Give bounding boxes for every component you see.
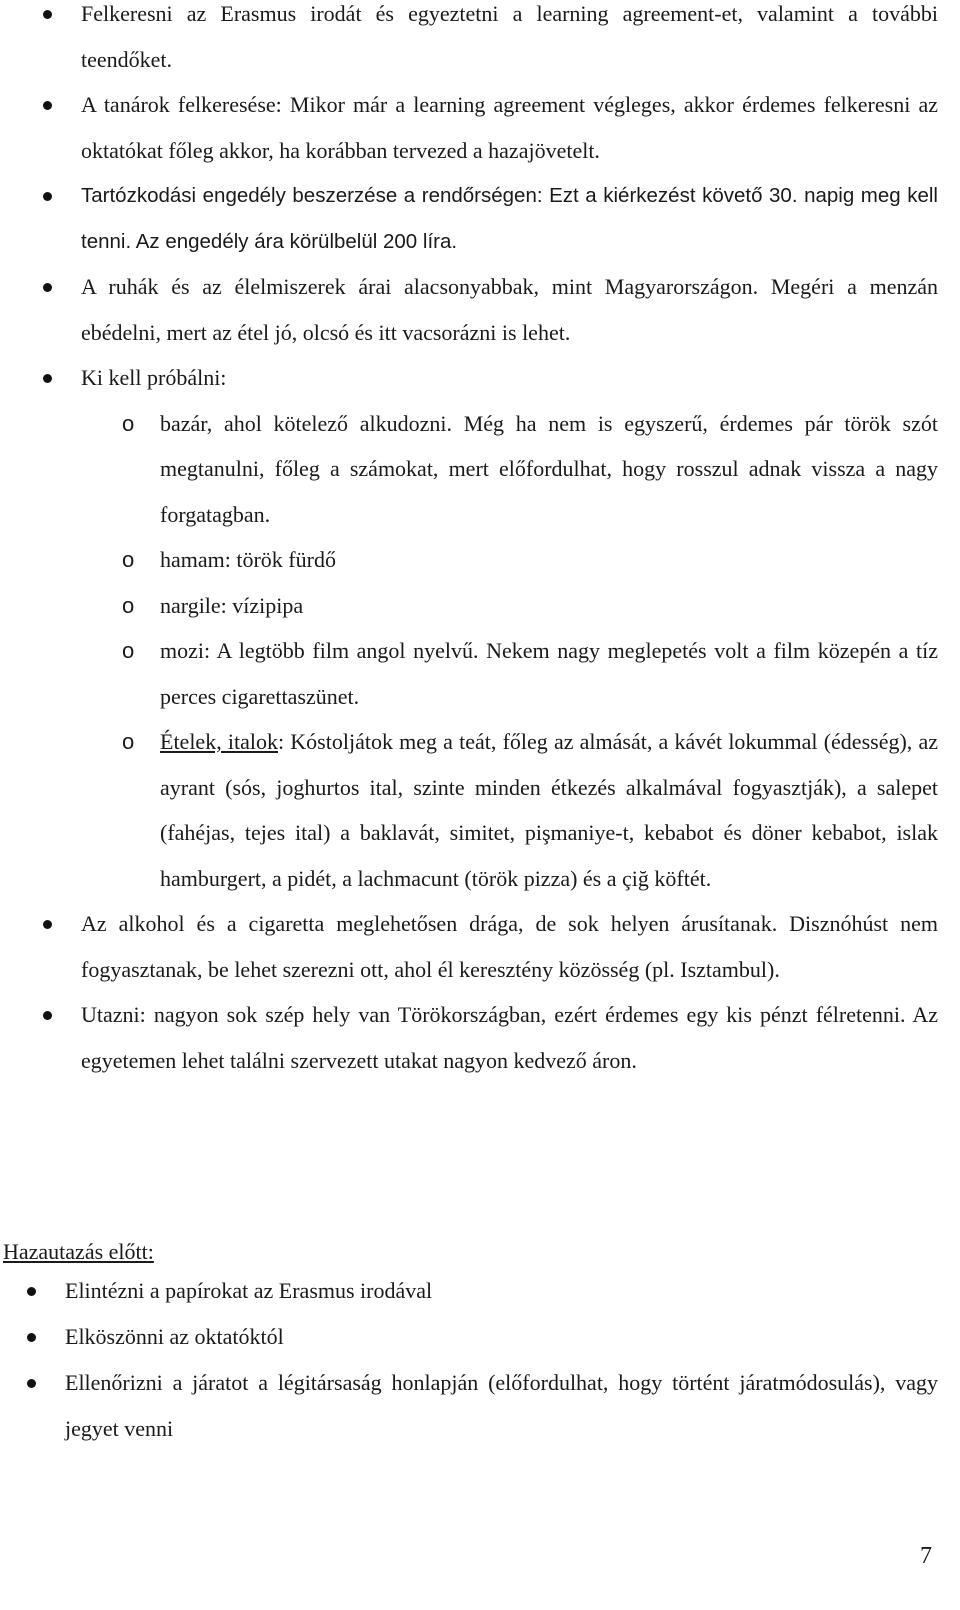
sub-list-item-text: nargile: vízipipa (160, 592, 304, 618)
bullet-icon (27, 1333, 36, 1342)
food-text: : Kóstoljátok meg a teát, főleg az almását, a kávét lokummal (édesség), az ayrant (sós, joghurtos ital, szinte minden étkezés alkalmával fogyasztják), a salepet (fahéjas, tejes ital) a baklavát, simitet, pişmaniye-t, kebabot és döner kebabot, islak hamburgert, a pidét, a lachmacunt (török pizza) és a çiğ köftét. (160, 729, 938, 891)
sub-list-item-text: hamam: török fürdő (160, 547, 336, 572)
list-item-text: A tanárok felkeresése: Mikor már a learning agreement végleges, akkor érdemes felkeresni az oktatókat főleg akkor, ha korábban tervezed a hazajövetelt. (81, 92, 938, 163)
list-item (0, 173, 960, 264)
bullet-icon (43, 283, 52, 292)
list-item-text: A ruhák és az élelmiszerek árai alacsonyabbak, mint Magyarországon. Megéri a menzán ebédelni, mert az étel jó, olcsó és itt vacsorázni is lehet. (81, 274, 938, 345)
list-item-text: Ki kell próbálni: (81, 365, 227, 390)
bullet-icon (43, 101, 52, 110)
list-item-text: Elintézni a papírokat az Erasmus irodával (65, 1278, 433, 1303)
circle-bullet-icon: o (122, 547, 135, 572)
sub-list-item (0, 628, 938, 719)
list-item-text: Az alkohol és a cigaretta meglehetősen drága, de sok helyen árusítanak. Disznóhúst nem fogyasztanak, be lehet szerezni ott, ahol él keresztény közösség (pl. Isztambul). (81, 911, 938, 982)
bullet-icon (43, 374, 52, 383)
list-item (0, 1268, 960, 1314)
list-item (0, 992, 960, 1083)
list-item (0, 82, 960, 173)
section-heading: Hazautazás előtt: (3, 1239, 154, 1264)
bullet-icon (43, 192, 52, 201)
circle-bullet-icon: o (122, 592, 135, 618)
list-item (0, 264, 960, 355)
circle-bullet-icon: o (122, 729, 135, 754)
sub-list-item-text: bazár, ahol kötelező alkudozni. Még ha nem is egyszerű, érdemes pár török szót megtanulni, főleg a számokat, mert előfordulhat, hogy rosszul adnak vissza a nagy forgatagban. (160, 410, 938, 527)
bullet-icon (43, 920, 52, 929)
circle-bullet-icon: o (122, 638, 135, 663)
bullet-icon (27, 1287, 36, 1296)
list-item (0, 1360, 960, 1452)
sub-list-item (0, 401, 938, 538)
bullet-icon (43, 10, 52, 19)
list-item-text: Ellenőrizni a járatot a légitársaság honlapján (előfordulhat, hogy történt járatmódosulás), vagy jegyet venni (65, 1370, 938, 1441)
list-item-text: Tartózkodási engedély beszerzése a rendőrségen: Ezt a kiérkezést követő 30. napig meg kell tenni. Az engedély ára körülbelül 200 líra. (81, 184, 938, 253)
sub-list-item-text: mozi: A legtöbb film angol nyelvű. Nekem nagy meglepetés volt a film közepén a tíz perces cigarettaszünet. (160, 638, 938, 709)
list-item (0, 1314, 960, 1360)
list-item-text: Felkeresni az Erasmus irodát és egyeztetni a learning agreement-et, valamint a további teendőket. (81, 1, 938, 72)
bullet-list-departure (0, 1268, 960, 1452)
bullet-icon (27, 1379, 36, 1388)
bullet-icon (43, 1011, 52, 1020)
food-label: Ételek, italok (160, 729, 278, 754)
list-item (0, 901, 960, 992)
list-item (0, 0, 960, 82)
list-item (0, 355, 960, 901)
list-item-text: Utazni: nagyon sok szép hely van Törökországban, ezért érdemes egy kis pénzt félretenni. Az egyetemen lehet találni szervezett utakat nagyon kedvező áron. (81, 1002, 938, 1073)
sub-list-item (0, 537, 938, 583)
sub-list (0, 401, 938, 902)
list-item-text: Elköszönni az oktatóktól (65, 1324, 284, 1349)
sub-list-item-food (0, 719, 938, 901)
page-number: 7 (920, 1543, 932, 1569)
circle-bullet-icon: o (122, 410, 135, 436)
sub-list-item (0, 583, 938, 629)
